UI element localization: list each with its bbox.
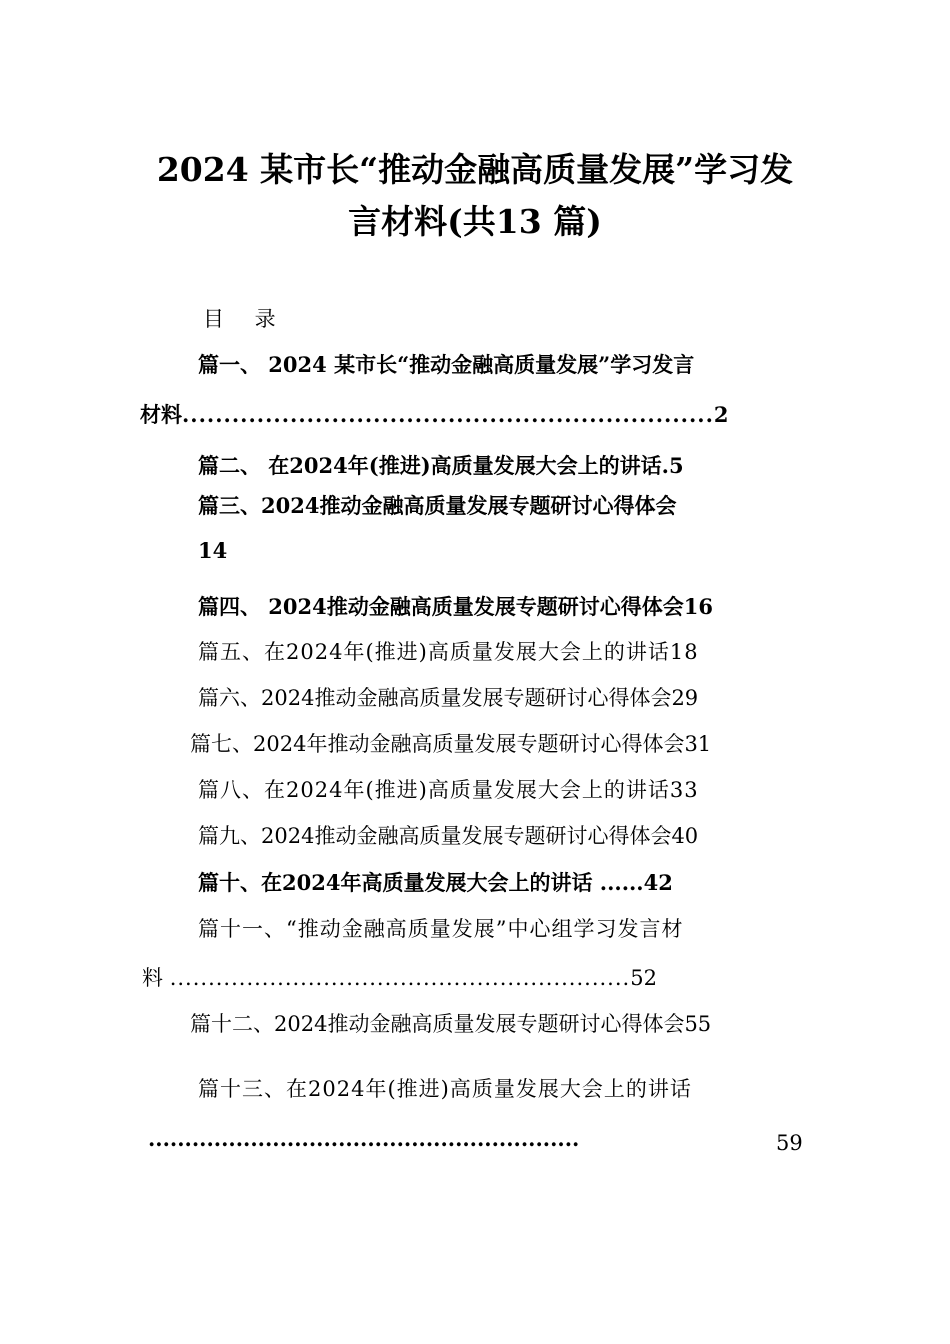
toc-entry-11-continuation: 料 bbox=[142, 966, 163, 990]
toc-leader-dots: ................................................................ bbox=[182, 402, 714, 427]
toc-entry-3-page[interactable]: 14 bbox=[198, 538, 228, 563]
toc-entry-6[interactable]: 篇六、2024推动金融高质量发展专题研讨心得体会29 bbox=[198, 686, 699, 710]
toc-entry-13-dots: ........................................................... bbox=[148, 1126, 580, 1151]
toc-entry-1-continuation: 材料 bbox=[140, 402, 182, 427]
toc-entry-13-page[interactable]: 59 bbox=[776, 1131, 803, 1155]
toc-entry-4[interactable]: 篇四、 2024推动金融高质量发展专题研讨心得体会16 bbox=[198, 594, 713, 619]
toc-leader-dots: ............................................................ bbox=[169, 966, 631, 990]
toc-entry-1-line1[interactable]: 篇一、 2024 某市长“推动金融高质量发展”学习发言 bbox=[198, 352, 695, 377]
toc-page-number: 2 bbox=[713, 402, 729, 427]
toc-entry-7[interactable]: 篇七、2024年推动金融高质量发展专题研讨心得体会31 bbox=[190, 732, 712, 756]
toc-entry-8[interactable]: 篇八、在2024年(推进)高质量发展大会上的讲话33 bbox=[198, 778, 699, 802]
toc-entry-13-line1[interactable]: 篇十三、在2024年(推进)高质量发展大会上的讲话 bbox=[198, 1077, 692, 1101]
toc-page-number: 52 bbox=[630, 966, 657, 990]
toc-entry-11-line2[interactable] bbox=[142, 963, 657, 993]
toc-entry-12[interactable]: 篇十二、2024推动金融高质量发展专题研讨心得体会55 bbox=[190, 1012, 712, 1036]
toc-heading: 目 录 bbox=[203, 307, 288, 331]
toc-entry-9[interactable]: 篇九、2024推动金融高质量发展专题研讨心得体会40 bbox=[198, 824, 699, 848]
toc-entry-10[interactable]: 篇十、在2024年高质量发展大会上的讲话 ......42 bbox=[198, 870, 673, 895]
title-line-2: 言材料(共13 篇) bbox=[348, 202, 602, 241]
toc-entry-2[interactable]: 篇二、 在2024年(推进)高质量发展大会上的讲话.5 bbox=[198, 453, 684, 478]
toc-entry-1-line2[interactable] bbox=[140, 400, 729, 430]
title-line-1: 2024 某市长“推动金融高质量发展”学习发 bbox=[156, 150, 794, 189]
toc-entry-11-line1[interactable]: 篇十一、“推动金融高质量发展”中心组学习发言材 bbox=[198, 917, 684, 941]
toc-entry-5[interactable]: 篇五、在2024年(推进)高质量发展大会上的讲话18 bbox=[198, 640, 699, 664]
toc-entry-3-line1[interactable]: 篇三、2024推动金融高质量发展专题研讨心得体会 bbox=[198, 493, 677, 518]
